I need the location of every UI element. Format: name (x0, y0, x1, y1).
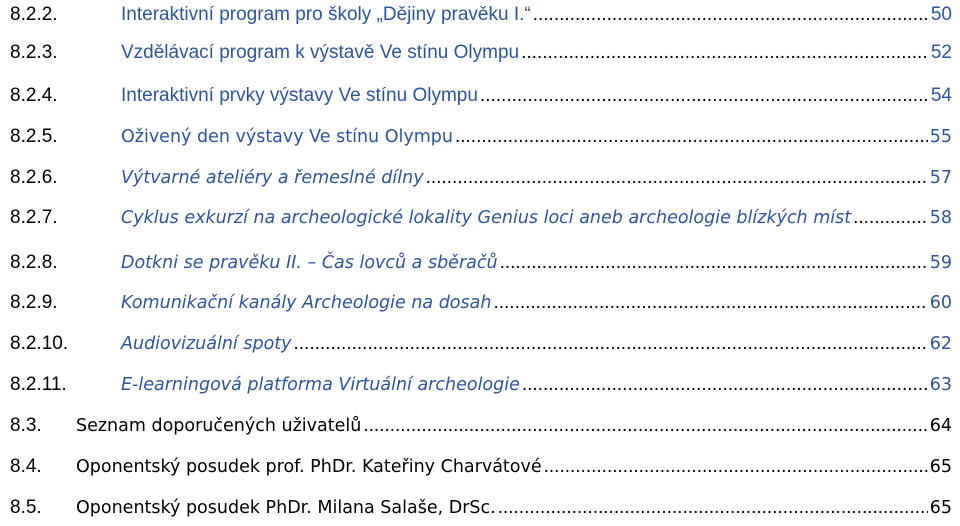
toc-dot-leader (363, 411, 927, 441)
toc-entry-title[interactable]: Cyklus exkurzí na archeologické lokality Genius loci aneb archeologie blízkých míst (121, 208, 852, 228)
toc-dot-leader (294, 329, 928, 359)
toc-entry-number: 8.2.3. (10, 42, 58, 63)
toc-entry-8-4[interactable] (0, 452, 960, 482)
toc-entry-title[interactable]: Interaktivní prvky výstavy Ve stínu Olympu (121, 85, 478, 106)
toc-entry-title[interactable]: Oživený den výstavy Ve stínu Olympu (121, 127, 453, 147)
toc-entry-number: 8.2.6. (10, 167, 58, 188)
toc-entry-8-2-10[interactable] (0, 329, 960, 359)
toc-dot-leader (480, 81, 929, 111)
toc-entry-title[interactable]: Vzdělávací program k výstavě Ve stínu Olympu (121, 42, 520, 63)
toc-entry-number: 8.2.9. (10, 292, 58, 313)
toc-entry-number: 8.2.5. (10, 126, 58, 147)
toc-entry-number: 8.4. (10, 456, 42, 477)
toc-entry-page[interactable]: 52 (930, 42, 952, 63)
toc-entry-page[interactable]: 55 (929, 127, 952, 147)
toc-entry-8-2-6[interactable] (0, 163, 960, 193)
toc-entry-number: 8.5. (10, 497, 42, 518)
toc-entry-number: 8.2.7. (10, 207, 58, 228)
toc-entry-number: 8.2.8. (10, 252, 58, 273)
toc-entry-title[interactable]: E-learningová platforma Virtuální archeologie (121, 375, 520, 395)
toc-entry-number: 8.2.11. (10, 374, 67, 395)
toc-dot-leader (493, 288, 927, 318)
toc-entry-number: 8.2.4. (10, 85, 58, 106)
toc-entry-title[interactable]: Výtvarné ateliéry a řemeslné dílny (121, 168, 424, 188)
toc-entry-8-2-5[interactable] (0, 122, 960, 152)
toc-entry-number: 8.3. (10, 415, 42, 436)
toc-entry-8-3[interactable] (0, 411, 960, 441)
toc-entry-page[interactable]: 65 (929, 457, 952, 477)
toc-dot-leader (455, 122, 928, 152)
toc-entry-title[interactable]: Oponentský posudek prof. PhDr. Kateřiny Charvátové (76, 457, 542, 477)
toc-entry-8-2-8[interactable] (0, 248, 960, 278)
toc-entry-8-2-9[interactable] (0, 288, 960, 318)
toc-entry-title[interactable]: Interaktivní program pro školy „Dějiny pravěku I.“ (121, 4, 531, 25)
toc-entry-page[interactable]: 63 (929, 375, 952, 395)
toc-dot-leader (500, 248, 928, 278)
toc-dot-leader (498, 493, 928, 523)
toc-entry-number: 8.2.10. (10, 333, 69, 354)
toc-entry-title[interactable]: Seznam doporučených uživatelů (76, 416, 362, 436)
toc-entry-page[interactable]: 57 (929, 168, 952, 188)
toc-entry-title[interactable]: Komunikační kanály Archeologie na dosah (121, 293, 492, 313)
toc-entry-page[interactable]: 64 (929, 416, 952, 436)
toc-entry-8-2-7[interactable] (0, 203, 960, 233)
toc-dot-leader (521, 38, 929, 68)
toc-entry-page[interactable]: 58 (929, 208, 952, 228)
toc-entry-8-2-2[interactable] (0, 0, 960, 30)
toc-entry-page[interactable]: 60 (929, 293, 952, 313)
toc-entry-8-5[interactable] (0, 493, 960, 523)
toc-dot-leader (426, 163, 928, 193)
toc-dot-leader (853, 203, 928, 233)
toc-entry-page[interactable]: 62 (929, 334, 952, 354)
toc-dot-leader (533, 0, 929, 30)
toc-entry-page[interactable]: 65 (929, 498, 952, 518)
toc-entry-page[interactable]: 59 (929, 253, 952, 273)
toc-entry-title[interactable]: Dotkni se pravěku II. – Čas lovců a sběračů (121, 253, 498, 273)
toc-entry-title[interactable]: Audiovizuální spoty (121, 334, 292, 354)
toc-dot-leader (544, 452, 928, 482)
toc-entry-8-2-11[interactable] (0, 370, 960, 400)
toc-entry-number: 8.2.2. (10, 4, 58, 25)
toc-entry-title[interactable]: Oponentský posudek PhDr. Milana Salaše, DrSc. (76, 498, 496, 518)
toc-entry-page[interactable]: 54 (930, 85, 952, 106)
toc-dot-leader (522, 370, 928, 400)
toc-entry-8-2-3[interactable] (0, 38, 960, 68)
toc-entry-page[interactable]: 50 (930, 4, 952, 25)
toc-entry-8-2-4[interactable] (0, 81, 960, 111)
